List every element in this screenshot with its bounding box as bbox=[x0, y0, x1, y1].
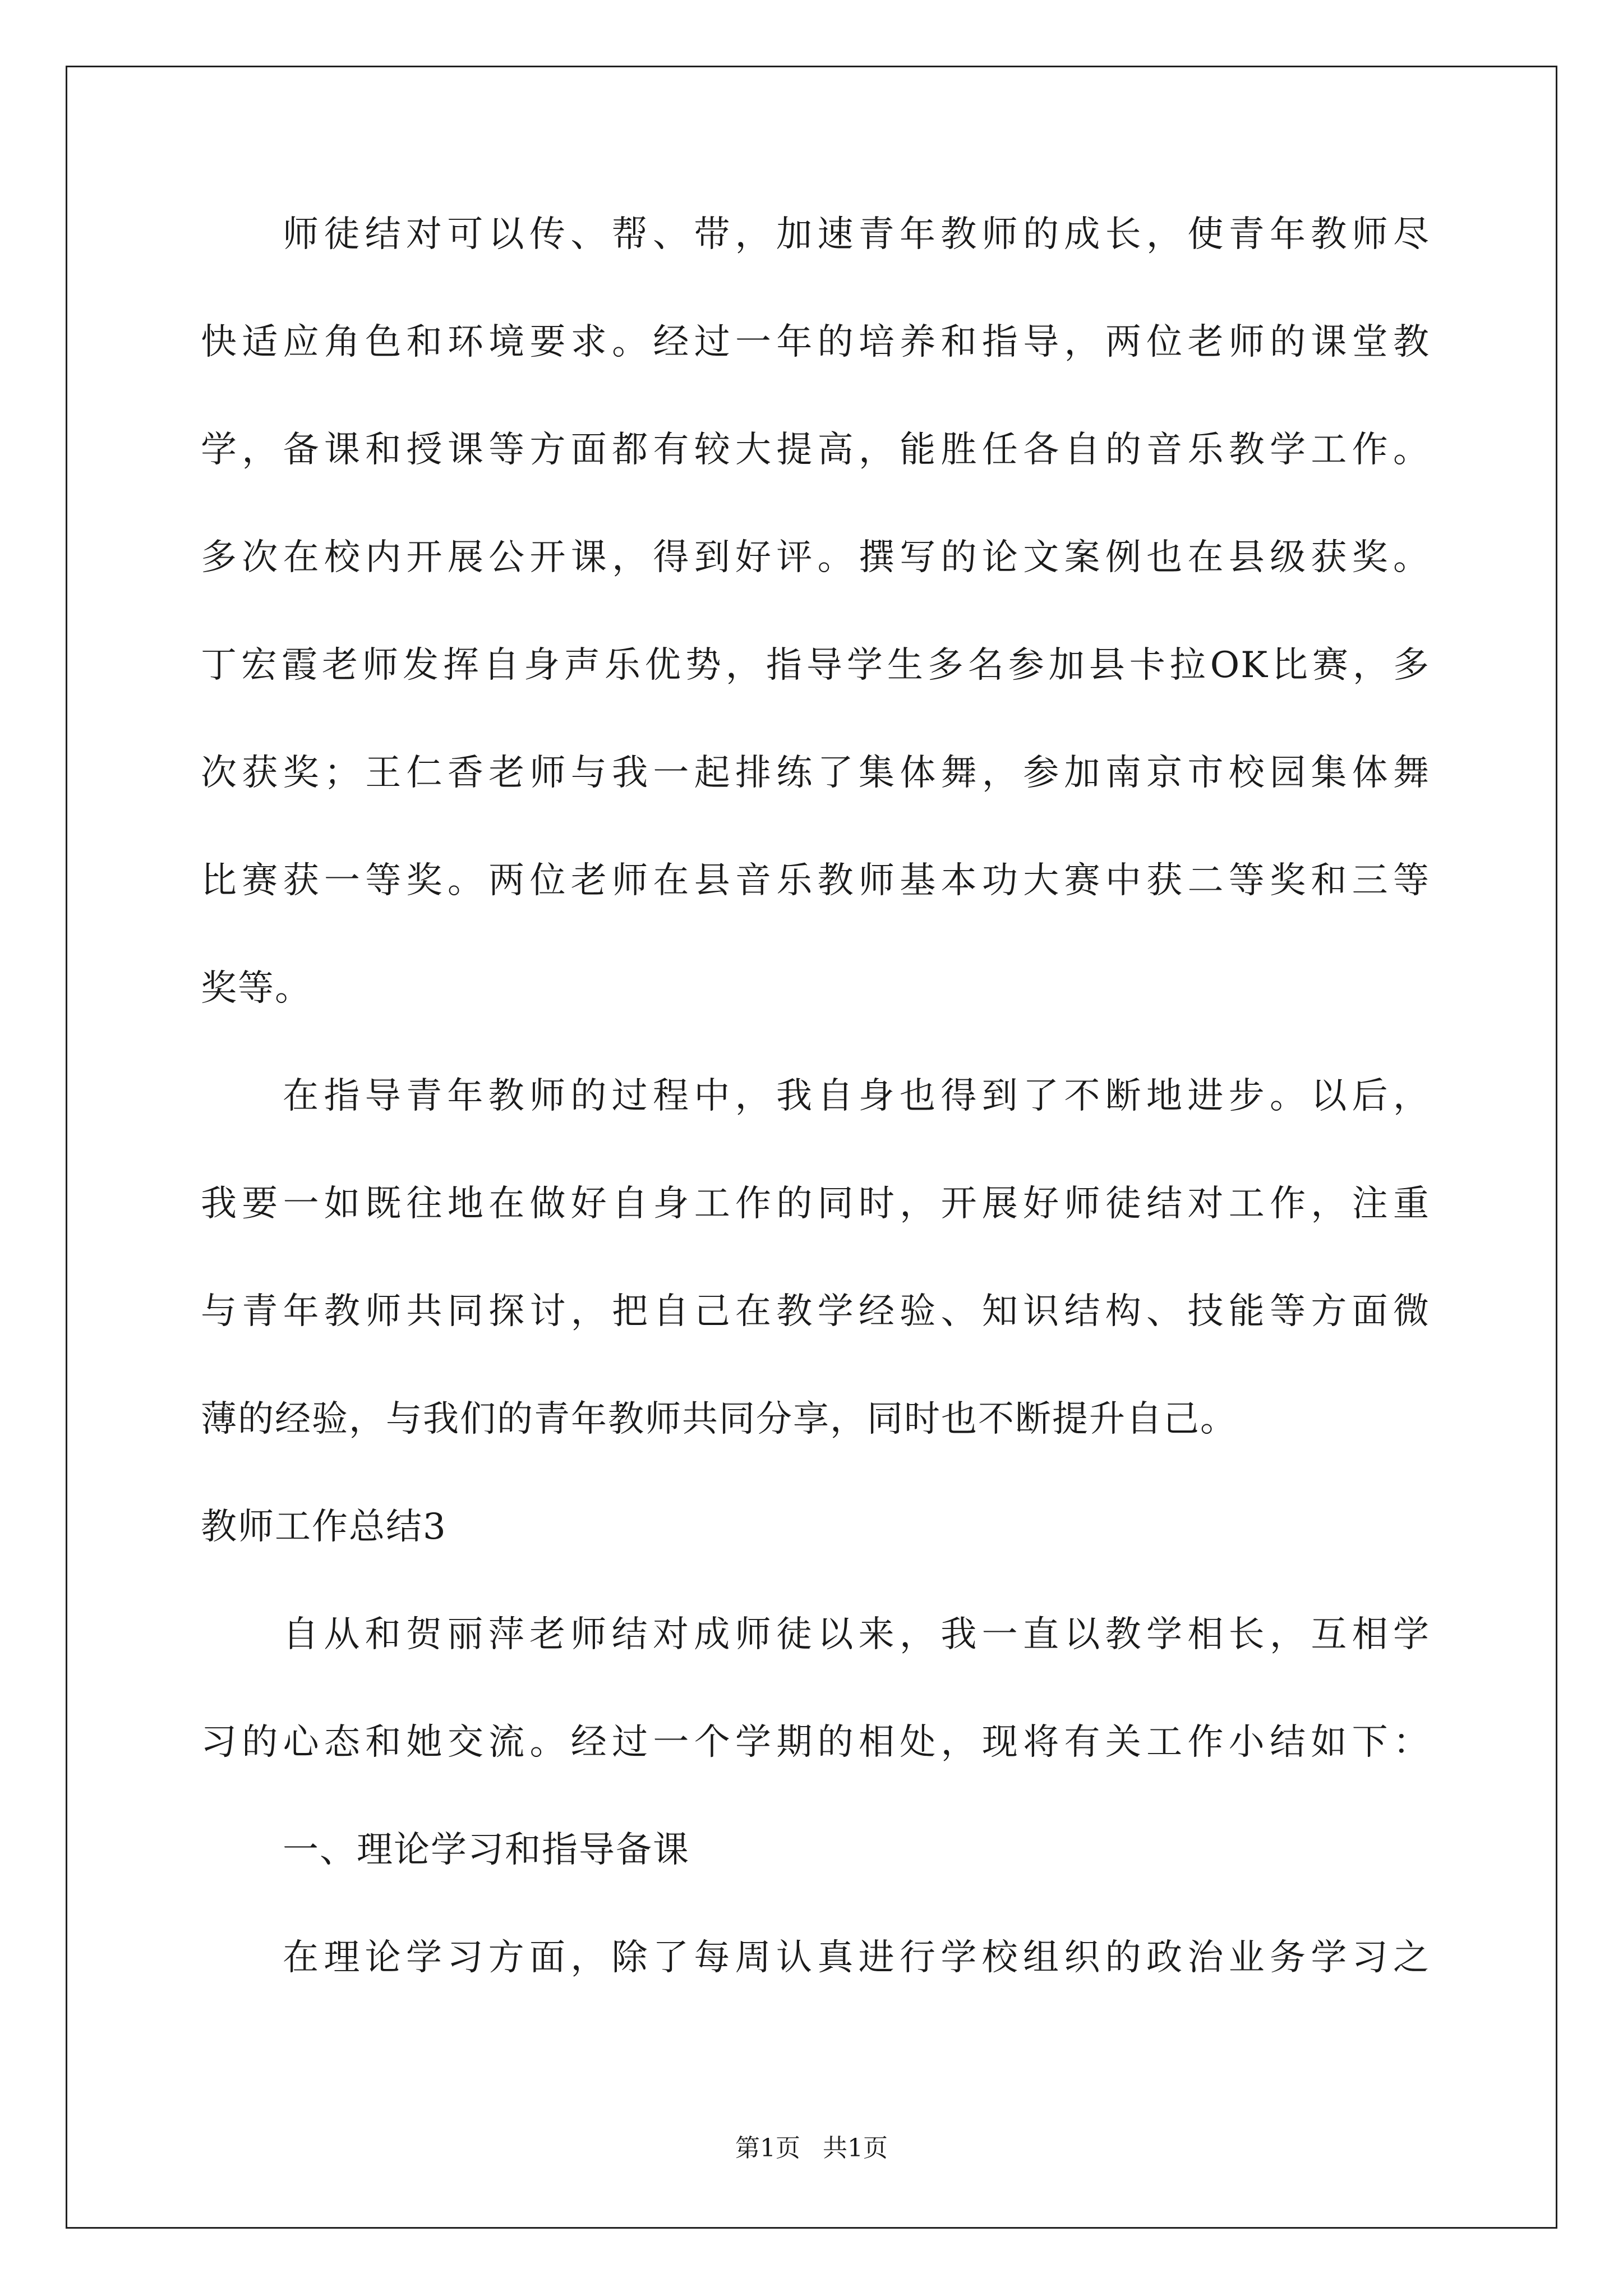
text-line: 多次在校内开展公开课，得到好评。撰写的论文案例也在县级获奖。 bbox=[201, 537, 1430, 578]
section-heading: 教师工作总结3 bbox=[201, 1506, 447, 1548]
text-line: 在理论学习方面，除了每周认真进行学校组织的政治业务学习之 bbox=[283, 1937, 1430, 1978]
text-line: 我要一如既往地在做好自身工作的同时，开展好师徒结对工作，注重 bbox=[201, 1183, 1430, 1225]
text-line: 在指导青年教师的过程中，我自身也得到了不断地进步。以后， bbox=[283, 1075, 1430, 1117]
text-line: 习的心态和她交流。经过一个学期的相处，现将有关工作小结如下： bbox=[201, 1722, 1430, 1763]
text-line: 比赛获一等奖。两位老师在县音乐教师基本功大赛中获二等奖和三等 bbox=[201, 860, 1430, 901]
page-count: 共1页 bbox=[823, 2134, 888, 2162]
text-line: 自从和贺丽萍老师结对成师徒以来，我一直以教学相长，互相学 bbox=[283, 1614, 1430, 1655]
text-line: 奖等。 bbox=[201, 968, 312, 1009]
text-line: 快适应角色和环境要求。经过一年的培养和指导，两位老师的课堂教 bbox=[201, 321, 1430, 363]
text-line: 次获奖；王仁香老师与我一起排练了集体舞，参加南京市校园集体舞 bbox=[201, 752, 1430, 794]
document-body bbox=[201, 208, 1430, 2039]
text-line: 与青年教师共同探讨，把自己在教学经验、知识结构、技能等方面微 bbox=[201, 1291, 1430, 1332]
text-line: 师徒结对可以传、帮、带，加速青年教师的成长，使青年教师尽 bbox=[283, 214, 1430, 255]
text-line: 丁宏霞老师发挥自身声乐优势，指导学生多名参加县卡拉OK比赛，多 bbox=[201, 645, 1430, 686]
text-line: 薄的经验，与我们的青年教师共同分享，同时也不断提升自己。 bbox=[201, 1398, 1237, 1440]
page-footer bbox=[0, 2132, 1623, 2165]
subsection-heading: 一、理论学习和指导备课 bbox=[283, 1829, 690, 1871]
text-line: 学，备课和授课等方面都有较大提高，能胜任各自的音乐教学工作。 bbox=[201, 429, 1430, 471]
page-number: 第1页 bbox=[735, 2134, 800, 2162]
